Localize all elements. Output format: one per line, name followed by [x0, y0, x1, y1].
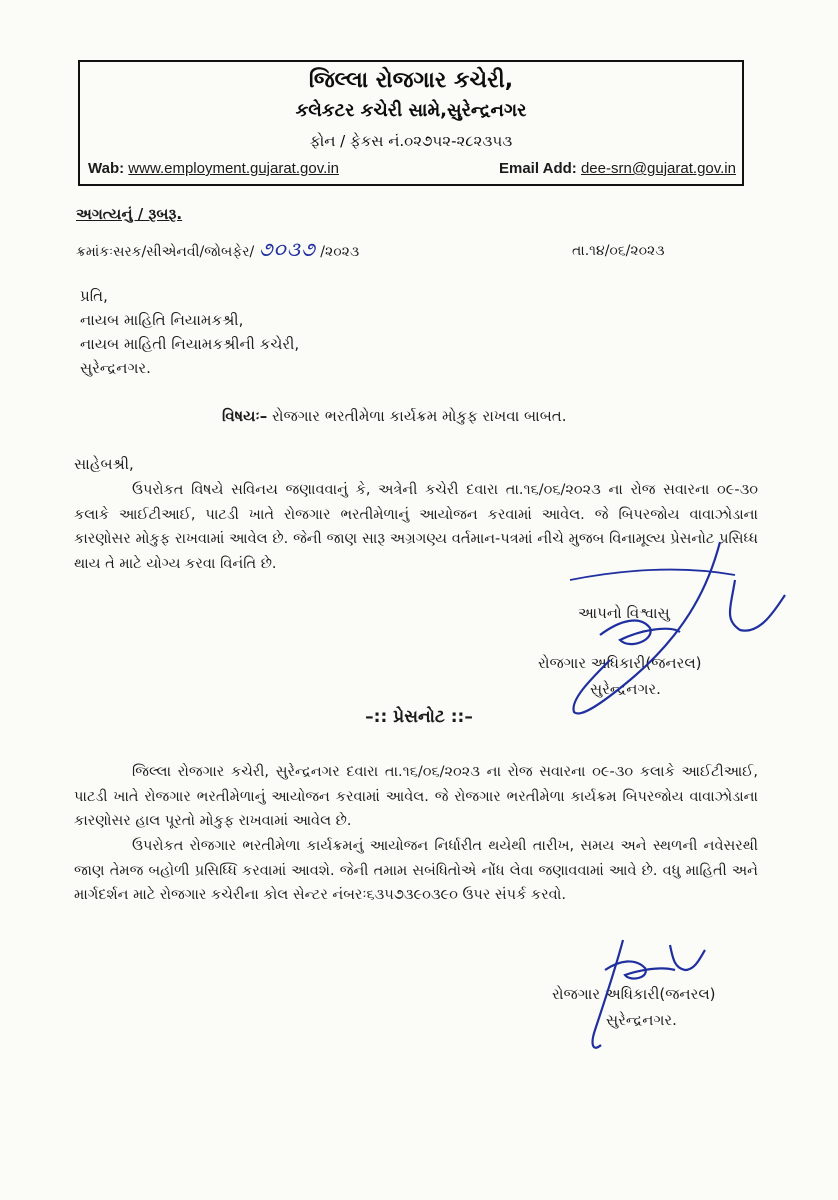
- signature-bottom: [575, 930, 715, 1060]
- addressee-block: [80, 284, 299, 380]
- press-note-title: –:: પ્રેસનોટ ::–: [365, 707, 473, 727]
- subject-line: [222, 407, 567, 425]
- letterhead: [78, 60, 744, 186]
- office-name: જિલ્લા રોજગાર કચેરી,: [308, 68, 514, 93]
- press-signer-place: સુરેન્દ્રનગર.: [606, 1011, 677, 1029]
- website-label: Wab:: [88, 160, 125, 177]
- addressee-line-3: સુરેન્દ્રનગર.: [80, 359, 151, 377]
- subject-text: રોજગાર ભરતીમેળા કાર્યક્રમ મોકુફ રાખવા બાબત.: [267, 407, 567, 425]
- addressee-line-1: નાયબ માહિતિ નિયામકશ્રી,: [80, 311, 244, 329]
- letter-date: તા.૧૪/૦૬/૨૦૨૩: [572, 243, 665, 259]
- email-label: Email Add:: [498, 160, 577, 177]
- addressee-to: પ્રતિ,: [80, 287, 108, 305]
- email-line: [499, 160, 736, 177]
- press-note-para-2: ઉપરોકત રોજગાર ભરતીમેળા કાર્યક્રમનું આયોજન નિર્ધારીત થયેથી તારીખ, સમય અને સ્થળની નવેસરથી જાણ તેમજ બહોળી પ્રસિધ્ધિ કરવામાં આવશે. જેની તમામ સબંધિતોએ નોંધ લેવા જણાવવામાં આવે છે. વધુ માહિતી અને માર્ગદર્શન માટે રોજગાર કચેરીના કોલ સેન્ટર નંબરઃ૬૩૫૭૩૯૦૩૯૦ ઉપર સંપર્ક કરવો.: [74, 838, 758, 903]
- press-note-para-1: જિલ્લા રોજગાર કચેરી, સુરેન્દ્રનગર દવારા તા.૧૬/૦૬/૨૦૨૩ ના રોજ સવારના ૦૯-૩૦ કલાકે આઈટીઆઈ, પાટડી ખાતે રોજગાર ભરતીમેળાનું આયોજન કરવામાં આવેલ. જે રોજગાર ભરતીમેળા કાર્યક્રમ બિપરજોય વાવાઝોડાના કારણોસર હાલ પૂરતો મોકુફ રાખવામાં આવેલ છે.: [74, 764, 758, 829]
- handwritten-number: ૭૦૩૭: [258, 237, 316, 261]
- email-link[interactable]: dee-srn@gujarat.gov.in: [580, 160, 736, 177]
- signer-title: રોજગાર અધિકારી(જનરલ): [538, 654, 702, 672]
- reference-number: [76, 237, 359, 261]
- website-line: [88, 160, 339, 177]
- addressee-line-2: નાયબ માહિતી નિયામકશ્રીની કચેરી,: [80, 335, 300, 353]
- subject-label: વિષયઃ–: [222, 407, 268, 425]
- reference-prefix: ક્રમાંકઃસરક/સીએનવી/જોબફેર/: [76, 244, 255, 260]
- office-phone: ફોન / ફેકસ નં.૦૨૭૫૨-૨૮૨૩૫૩: [309, 132, 513, 150]
- signer-place: સુરેન્દ્રનગર.: [590, 680, 661, 698]
- signature-top: [560, 540, 790, 730]
- website-link[interactable]: www.employment.gujarat.gov.in: [128, 160, 339, 177]
- closing: આપનો વિશ્વાસુ: [578, 604, 670, 622]
- reference-suffix: /૨૦૨૩: [320, 244, 360, 260]
- urgent-note: અગત્યનું / રૂબરૂ.: [76, 205, 183, 223]
- letter-body: ઉપરોકત વિષયે સવિનય જણાવવાનું કે, અત્રેની કચેરી દવારા તા.૧૬/૦૬/૨૦૨૩ ના રોજ સવારના ૦૯-૩૦ કલાકે આઈટીઆઈ, પાટડી ખાતે રોજગાર ભરતીમેળાનું આયોજન કરવામાં આવેલ. જે બિપરજોય વાવાઝોડાના કારણોસર મોકુફ રાખવામાં આવેલ છે. જેની જાણ સારૂ અગ્રગણ્ય વર્તમાન-પત્રમાં નીચે મુજબ વિનામૂલ્ય પ્રેસનોટ પ્રસિધ્ધ થાય તે માટે યોગ્ય કરવા વિનંતિ છે.: [74, 482, 758, 572]
- press-signer-title: રોજગાર અધિકારી(જનરલ): [552, 985, 716, 1003]
- salutation: સાહેબશ્રી,: [74, 455, 134, 473]
- office-address: કલેકટર કચેરી સામે,સુરેન્દ્રનગર: [295, 100, 527, 121]
